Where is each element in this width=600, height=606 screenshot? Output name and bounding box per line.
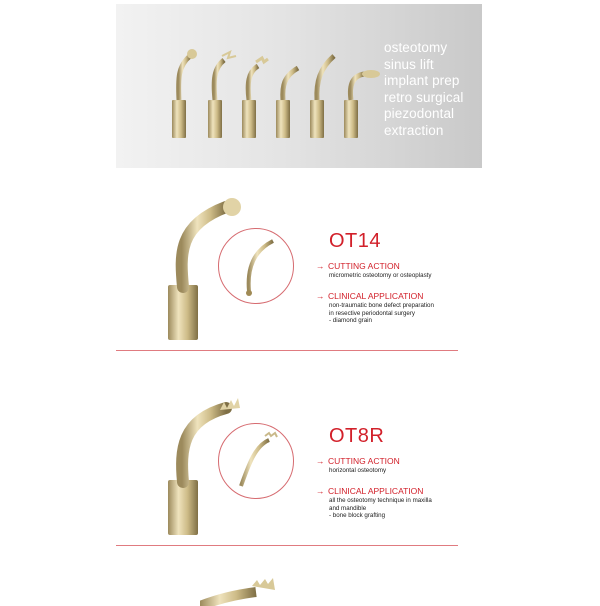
arrow-icon: → [316, 261, 325, 271]
cutting-action-desc: horizontal osteotomy [329, 467, 387, 474]
indication-item: sinus lift [384, 56, 434, 72]
indication-item: piezodontal [384, 106, 455, 121]
tip-3-icon [242, 58, 268, 138]
tip-1-icon [172, 49, 197, 138]
clinical-application-title: CLINICAL APPLICATION [328, 486, 424, 496]
cutting-action-title: CUTTING ACTION [328, 261, 400, 271]
indication-list [384, 40, 463, 139]
clinical-line: in resective periodontal surgery [329, 309, 415, 317]
clinical-application-desc [329, 302, 479, 325]
tip-5-icon [310, 56, 334, 138]
indication-item: implant prep [384, 73, 460, 88]
tip-2-icon [208, 52, 236, 138]
cutting-action-desc: micrometric osteotomy or osteoplasty [329, 272, 432, 279]
ot8r-detail-circle [218, 423, 294, 499]
indication-item: retro surgical [384, 89, 464, 105]
ot14-detail-circle [218, 228, 294, 304]
clinical-line: and mandible [329, 504, 367, 512]
cutting-action-title: CUTTING ACTION [328, 456, 400, 466]
product-code: OT14 [329, 230, 382, 252]
arrow-icon: → [316, 456, 325, 466]
product-banner [116, 4, 482, 168]
clinical-application-heading [316, 291, 423, 301]
clinical-line: non-traumatic bone defect preparation [329, 302, 434, 309]
next-tip-image-partial [200, 576, 280, 606]
product-section-ot8r [116, 390, 458, 550]
clinical-line: - diamond grain [329, 317, 372, 325]
ot8r-detail-image [219, 424, 293, 498]
product-code: OT8R [329, 425, 385, 447]
cutting-action-heading [316, 261, 400, 271]
tip-4-icon [276, 68, 298, 138]
clinical-application-heading [316, 486, 423, 496]
arrow-icon: → [316, 291, 325, 301]
indication-item: extraction [384, 122, 444, 138]
section-divider [116, 545, 458, 546]
cutting-action-heading [316, 456, 400, 466]
clinical-line: - bone block grafting [329, 512, 386, 520]
clinical-application-title: CLINICAL APPLICATION [328, 291, 424, 301]
clinical-application-desc [329, 497, 479, 520]
tips-lineup-image [138, 44, 388, 144]
arrow-icon: → [316, 486, 325, 496]
ot14-detail-image [219, 229, 293, 303]
clinical-line: all the osteotomy technique in maxilla [329, 497, 432, 504]
product-section-ot14 [116, 195, 458, 355]
tip-6-icon [344, 70, 380, 138]
indication-item: osteotomy [384, 40, 448, 55]
section-divider [116, 350, 458, 351]
